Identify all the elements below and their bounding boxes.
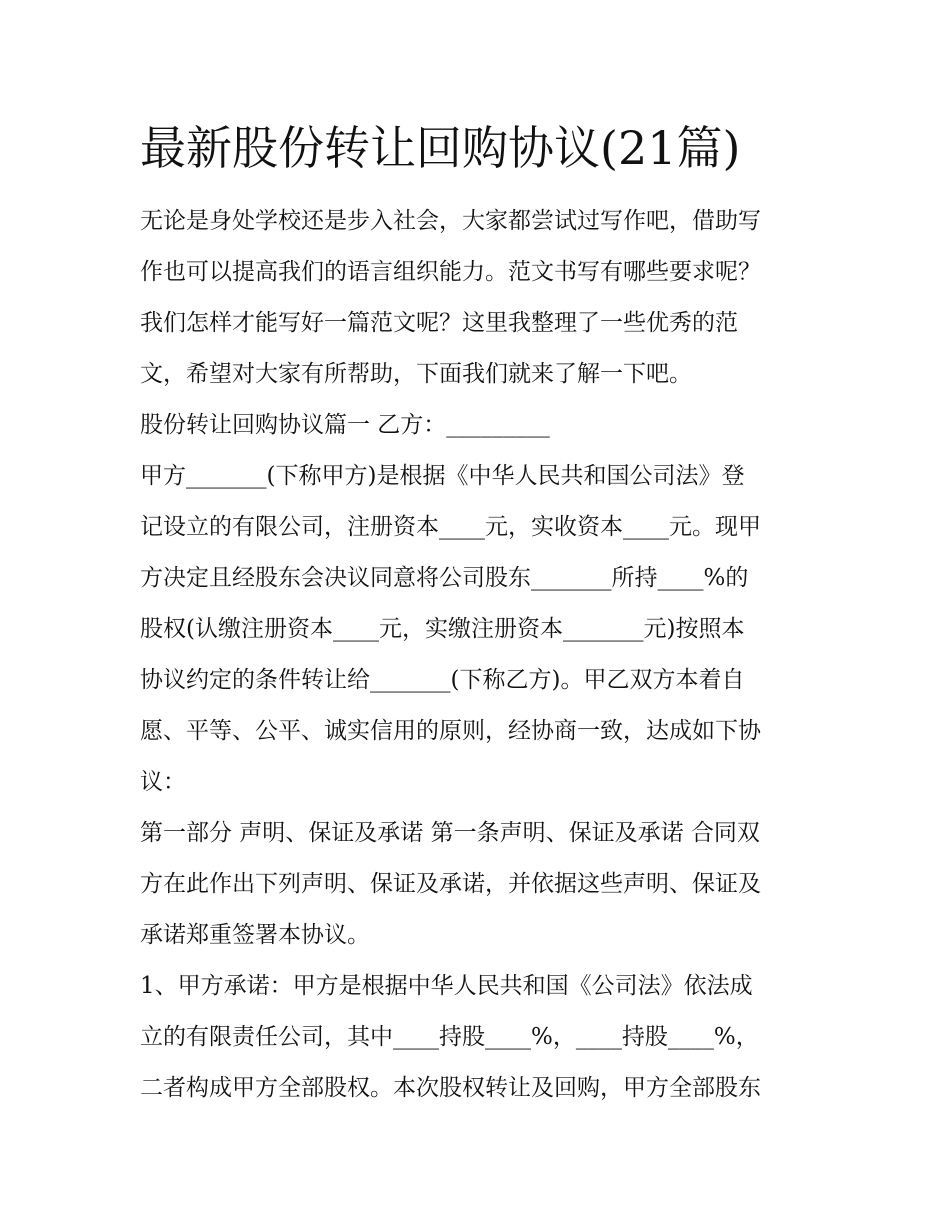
paragraph-line: 作也可以提高我们的语言组织能力。范文书写有哪些要求呢？ bbox=[140, 259, 761, 285]
paragraph-line: 方在此作出下列声明、保证及承诺，并依据这些声明、保证及 bbox=[140, 871, 761, 897]
paragraph-line: 承诺郑重签署本协议。 bbox=[140, 922, 370, 948]
paragraph-line: 文，希望对大家有所帮助，下面我们就来了解一下吧。 bbox=[140, 361, 692, 387]
paragraph-line: 甲方_______(下称甲方)是根据《中华人民共和国公司法》登 bbox=[140, 463, 745, 489]
paragraph-line: 二者构成甲方全部股权。本次股权转让及回购，甲方全部股东 bbox=[140, 1075, 761, 1101]
paragraph-line: 1、甲方承诺：甲方是根据中华人民共和国《公司法》依法成 bbox=[140, 973, 753, 999]
paragraph-line: 立的有限责任公司，其中____持股____%，____持股____%， bbox=[140, 1024, 759, 1050]
paragraph-line: 议： bbox=[140, 769, 186, 795]
paragraph-line: 方决定且经股东会决议同意将公司股东_______所持____%的 bbox=[140, 565, 749, 591]
section-heading-line: 股份转让回购协议篇一 乙方：_________ bbox=[140, 412, 550, 438]
paragraph-line: 协议约定的条件转让给_______(下称乙方)。甲乙双方本着自 bbox=[140, 667, 745, 693]
document-title: 最新股份转让回购协议(21篇) bbox=[140, 121, 741, 175]
paragraph-line: 我们怎样才能写好一篇范文呢？这里我整理了一些优秀的范 bbox=[140, 310, 738, 336]
paragraph-line: 愿、平等、公平、诚实信用的原则，经协商一致，达成如下协 bbox=[140, 718, 761, 744]
paragraph-line: 股权(认缴注册资本____元，实缴注册资本_______元)按照本 bbox=[140, 616, 745, 642]
paragraph-line: 第一部分 声明、保证及承诺 第一条声明、保证及承诺 合同双 bbox=[140, 820, 760, 846]
paragraph-line: 无论是身处学校还是步入社会，大家都尝试过写作吧，借助写 bbox=[140, 208, 761, 234]
paragraph-line: 记设立的有限公司，注册资本____元，实收资本____元。现甲 bbox=[140, 514, 761, 540]
